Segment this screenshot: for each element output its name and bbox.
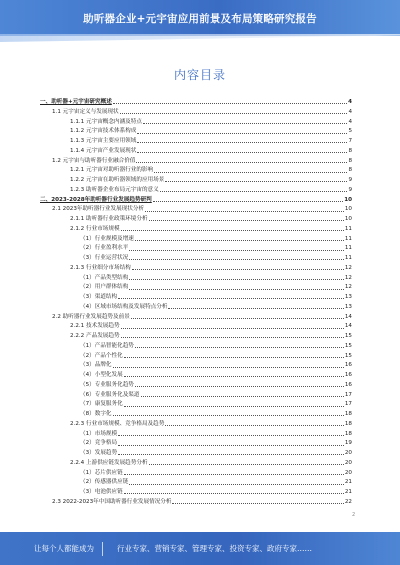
toc-entry-page: 8 bbox=[348, 157, 352, 164]
toc-entry-label: 1.2.1 元宇宙对助听器行业的影响 bbox=[70, 167, 154, 174]
toc-dot-leader bbox=[141, 396, 344, 397]
toc-dot-leader bbox=[118, 454, 344, 455]
toc-dot-leader bbox=[145, 211, 344, 212]
toc-entry[interactable] bbox=[40, 447, 352, 457]
toc-entry-page: 11 bbox=[344, 245, 352, 252]
toc-entry-page: 17 bbox=[344, 391, 352, 398]
toc-entry-page: 12 bbox=[344, 284, 352, 291]
toc-entry[interactable] bbox=[40, 486, 352, 496]
report-title: 助听器企业+元宇宙应用前景及布局策略研究报告 bbox=[83, 12, 317, 25]
toc-entry-page: 21 bbox=[344, 479, 352, 486]
toc-dot-leader bbox=[118, 445, 344, 446]
toc-entry-label: 2.2.2 产品发展趋势 bbox=[70, 333, 120, 340]
toc-entry-label: （1）市场规模 bbox=[80, 430, 118, 437]
toc-dot-leader bbox=[135, 347, 344, 348]
toc-dot-leader bbox=[165, 181, 347, 182]
toc-dot-leader bbox=[149, 220, 344, 221]
toc-heading: 内容目录 bbox=[173, 68, 226, 82]
toc-entry[interactable] bbox=[40, 272, 352, 282]
toc-dot-leader bbox=[137, 142, 347, 143]
toc-entry[interactable] bbox=[40, 116, 352, 126]
toc-entry-label: （5）专业服务化趋势 bbox=[80, 381, 134, 388]
toc-entry-page: 13 bbox=[344, 294, 352, 301]
toc-dot-leader bbox=[120, 113, 348, 114]
footer-roles: 行业专家、营销专家、管理专家、投资专家、政府专家…… bbox=[117, 544, 312, 553]
toc-entry[interactable] bbox=[40, 281, 352, 291]
toc-entry-label: 1.1.4 元宇宙产业发展现状 bbox=[70, 147, 137, 154]
toc-dot-leader bbox=[124, 357, 344, 358]
toc-entry-label: （3）发展趋势 bbox=[80, 450, 118, 457]
toc-entry-page: 7 bbox=[348, 138, 352, 145]
toc-dot-leader bbox=[132, 269, 344, 270]
toc-dot-leader bbox=[165, 425, 344, 426]
toc-entry-label: 1.2.3 助听器企业布局元宇宙的意义 bbox=[70, 186, 159, 193]
toc-dot-leader bbox=[154, 172, 347, 173]
toc-entry-page: 8 bbox=[348, 167, 352, 174]
toc-entry-page: 4 bbox=[348, 108, 352, 115]
toc-entry[interactable] bbox=[40, 96, 352, 106]
toc-dot-leader bbox=[137, 152, 347, 153]
toc-entry-page: 14 bbox=[344, 323, 352, 330]
toc-entry[interactable] bbox=[40, 203, 352, 213]
toc-dot-leader bbox=[118, 435, 344, 436]
toc-dot-leader bbox=[129, 484, 344, 485]
toc-dot-leader bbox=[113, 103, 347, 104]
toc-entry-page: 15 bbox=[344, 342, 352, 349]
toc-entry-label: （7）康复服务化 bbox=[80, 401, 123, 408]
toc-entry-page: 10 bbox=[344, 196, 352, 203]
footer-slogan: 让每个人都能成为 bbox=[34, 544, 94, 553]
toc-entry[interactable] bbox=[40, 437, 352, 447]
toc-entry-label: 2.1.2 行业市场规模 bbox=[70, 225, 120, 232]
toc-entry-label: （4）区域市场结构及发展特点分析 bbox=[80, 303, 168, 310]
toc-entry[interactable] bbox=[40, 155, 352, 165]
toc-entry-label: 2.2.3 行业市场规模、竞争格局及趋势 bbox=[70, 420, 165, 427]
toc-dot-leader bbox=[136, 162, 347, 163]
toc-entry-page: 15 bbox=[344, 352, 352, 359]
toc-entry-page: 11 bbox=[344, 255, 352, 262]
toc-entry-label: 1.2 元宇宙与助听器行业融合价值 bbox=[52, 157, 136, 164]
toc-dot-leader bbox=[135, 240, 344, 241]
toc-entry-page: 18 bbox=[344, 420, 352, 427]
toc-entry-page: 18 bbox=[344, 411, 352, 418]
toc-dot-leader bbox=[129, 250, 344, 251]
toc-entry-label: （2）用户群体结构 bbox=[80, 284, 129, 291]
toc-entry[interactable] bbox=[40, 184, 352, 194]
toc-entry[interactable] bbox=[40, 106, 352, 116]
toc-dot-leader bbox=[124, 376, 344, 377]
toc-entry-label: 2.2.4 上游供应链发展趋势分析 bbox=[70, 459, 148, 466]
toc-entry[interactable] bbox=[40, 476, 352, 486]
toc-entry-label: 1.1.2 元宇宙技术体系构成 bbox=[70, 128, 137, 135]
toc-entry[interactable] bbox=[40, 379, 352, 389]
toc-dot-leader bbox=[135, 386, 344, 387]
toc-entry[interactable] bbox=[40, 496, 352, 506]
toc-dot-leader bbox=[137, 133, 347, 134]
toc-entry-page: 12 bbox=[344, 274, 352, 281]
toc-entry[interactable] bbox=[40, 135, 352, 145]
toc-entry-page: 20 bbox=[344, 469, 352, 476]
toc-dot-leader bbox=[121, 337, 344, 338]
toc-entry-page: 22 bbox=[344, 498, 352, 505]
toc-dot-leader bbox=[129, 279, 344, 280]
toc-entry-label: 2.2.1 技术发展趋势 bbox=[70, 323, 120, 330]
toc-entry[interactable] bbox=[40, 145, 352, 155]
toc-entry-label: 2.3 2022-2023年中国助听器行业发展情况分析 bbox=[52, 498, 172, 505]
toc-entry-label: （3）渠道结构 bbox=[80, 294, 118, 301]
toc-dot-leader bbox=[118, 298, 344, 299]
toc-entry-page: 16 bbox=[344, 381, 352, 388]
page-number: 2 bbox=[352, 512, 356, 518]
toc-entry-label: 二、2023-2028年助听器行业发展趋势研判 bbox=[40, 196, 152, 203]
toc-entry-label: （1）芯片供应链 bbox=[80, 469, 123, 476]
toc-entry-page: 20 bbox=[344, 450, 352, 457]
toc-entry-page: 10 bbox=[344, 216, 352, 223]
toc-entry-page: 4 bbox=[348, 99, 352, 106]
toc-entry[interactable] bbox=[40, 457, 352, 467]
toc-entry-label: （2）行业盈利水平 bbox=[80, 245, 129, 252]
toc-entry[interactable] bbox=[40, 301, 352, 311]
header-accent bbox=[0, 34, 400, 42]
toc-dot-leader bbox=[124, 493, 344, 494]
toc-dot-leader bbox=[160, 191, 348, 192]
toc-entry[interactable] bbox=[40, 213, 352, 223]
toc-entry-label: 1.1.1 元宇宙概念内涵及特点 bbox=[70, 118, 142, 125]
toc-entry-page: 16 bbox=[344, 372, 352, 379]
toc-dot-leader bbox=[143, 123, 347, 124]
table-of-contents bbox=[40, 96, 352, 506]
toc-entry-label: （3）行业运营状况 bbox=[80, 255, 129, 262]
toc-entry-page: 21 bbox=[344, 489, 352, 496]
toc-entry-page: 9 bbox=[348, 177, 352, 184]
toc-entry[interactable] bbox=[40, 418, 352, 428]
toc-dot-leader bbox=[131, 318, 344, 319]
toc-entry[interactable] bbox=[40, 330, 352, 340]
toc-entry[interactable] bbox=[40, 194, 352, 204]
toc-entry-page: 11 bbox=[344, 225, 352, 232]
toc-entry-page: 18 bbox=[344, 430, 352, 437]
toc-dot-leader bbox=[129, 259, 344, 260]
toc-entry-page: 5 bbox=[348, 128, 352, 135]
toc-entry[interactable] bbox=[40, 223, 352, 233]
toc-entry[interactable] bbox=[40, 252, 352, 262]
toc-entry-label: （1）行业规模及增速 bbox=[80, 235, 134, 242]
toc-entry[interactable] bbox=[40, 408, 352, 418]
toc-entry-page: 4 bbox=[348, 118, 352, 125]
toc-entry[interactable] bbox=[40, 389, 352, 399]
toc-entry[interactable] bbox=[40, 359, 352, 369]
toc-entry-label: （3）电池供应链 bbox=[80, 489, 123, 496]
toc-dot-leader bbox=[149, 464, 344, 465]
toc-entry-label: （4）小型化发展 bbox=[80, 372, 123, 379]
toc-entry-page: 16 bbox=[344, 362, 352, 369]
toc-dot-leader bbox=[168, 308, 343, 309]
toc-entry[interactable] bbox=[40, 369, 352, 379]
toc-dot-leader bbox=[113, 367, 344, 368]
toc-entry-label: （2）传感器供应链 bbox=[80, 479, 129, 486]
toc-entry-label: （2）竞争格局 bbox=[80, 440, 118, 447]
toc-dot-leader bbox=[153, 201, 343, 202]
footer-divider bbox=[102, 542, 103, 556]
toc-entry-label: 2.1.3 行业细分市场结构 bbox=[70, 264, 131, 271]
toc-entry[interactable] bbox=[40, 398, 352, 408]
toc-entry-page: 17 bbox=[344, 401, 352, 408]
toc-entry-label: 1.1 元宇宙定义与发展现状 bbox=[52, 108, 119, 115]
toc-entry-label: 一、助听器+元宇宙研究概述 bbox=[40, 99, 112, 106]
footer-bar bbox=[0, 532, 400, 565]
toc-entry[interactable] bbox=[40, 262, 352, 272]
toc-dot-leader bbox=[113, 415, 344, 416]
toc-entry[interactable] bbox=[40, 233, 352, 243]
toc-entry[interactable] bbox=[40, 350, 352, 360]
toc-entry[interactable] bbox=[40, 467, 352, 477]
toc-entry-label: （2）产品个性化 bbox=[80, 352, 123, 359]
toc-entry[interactable] bbox=[40, 291, 352, 301]
toc-dot-leader bbox=[124, 474, 344, 475]
toc-entry-label: （3）品牌化 bbox=[80, 362, 112, 369]
toc-entry-page: 14 bbox=[344, 313, 352, 320]
toc-entry[interactable] bbox=[40, 174, 352, 184]
toc-dot-leader bbox=[172, 503, 343, 504]
toc-dot-leader bbox=[121, 328, 344, 329]
toc-entry-page: 12 bbox=[344, 264, 352, 271]
toc-entry-label: （8）数字化 bbox=[80, 411, 112, 418]
toc-entry-label: （1）产品智能化趋势 bbox=[80, 342, 134, 349]
toc-entry-label: 1.2.2 元宇宙在助听器领域的应用场景 bbox=[70, 177, 165, 184]
report-header-bar bbox=[0, 0, 400, 36]
toc-entry[interactable] bbox=[40, 320, 352, 330]
toc-entry-page: 9 bbox=[348, 186, 352, 193]
toc-entry[interactable] bbox=[40, 125, 352, 135]
toc-dot-leader bbox=[129, 289, 344, 290]
toc-entry-page: 19 bbox=[344, 440, 352, 447]
toc-entry-page: 20 bbox=[344, 459, 352, 466]
toc-entry[interactable] bbox=[40, 340, 352, 350]
toc-entry-label: 2.2 助听器行业发展趋势及前景 bbox=[52, 313, 130, 320]
toc-entry-page: 10 bbox=[344, 206, 352, 213]
toc-entry-label: （1）产品类型结构 bbox=[80, 274, 129, 281]
toc-entry[interactable] bbox=[40, 242, 352, 252]
toc-dot-leader bbox=[124, 406, 344, 407]
toc-entry-label: （6）专业服务化及渠道 bbox=[80, 391, 140, 398]
toc-entry-page: 11 bbox=[344, 235, 352, 242]
toc-entry-label: 2.1.1 助听器行业政策环境分析 bbox=[70, 216, 148, 223]
toc-entry-label: 1.1.3 元宇宙主要应用领域 bbox=[70, 138, 137, 145]
toc-entry-label: 2.1 2023年助听器行业发展现状分析 bbox=[52, 206, 145, 213]
toc-entry-page: 15 bbox=[344, 333, 352, 340]
toc-dot-leader bbox=[121, 230, 344, 231]
toc-entry[interactable] bbox=[40, 164, 352, 174]
toc-entry[interactable] bbox=[40, 311, 352, 321]
toc-entry-page: 8 bbox=[348, 147, 352, 154]
toc-entry[interactable] bbox=[40, 428, 352, 438]
toc-entry-page: 13 bbox=[344, 303, 352, 310]
